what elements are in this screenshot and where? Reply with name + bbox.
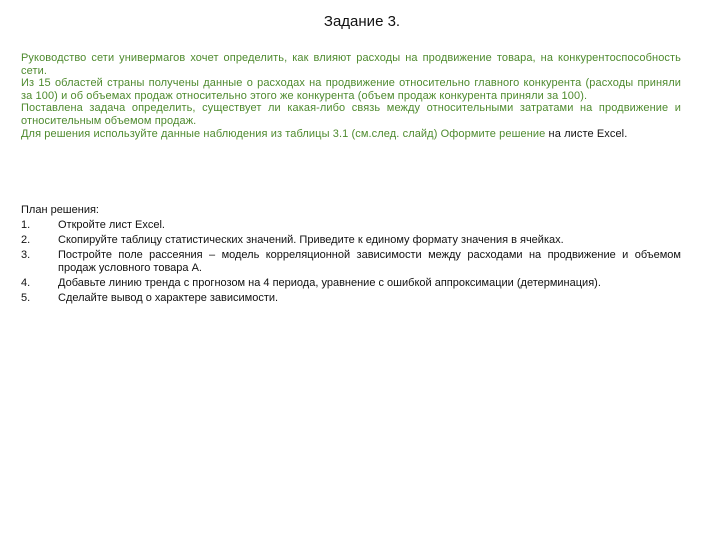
plan-heading: План решения:	[21, 204, 99, 216]
plan-item	[21, 277, 681, 290]
intro-paragraph-3: Поставлена задача определить, существует ли какая-либо связь между относительными затратами на продвижение и относительным объемом продаж.	[21, 102, 681, 127]
page-title: Задание 3.	[323, 13, 401, 30]
plan-item-number: 5.	[21, 291, 31, 304]
plan-item-text: Скопируйте таблицу статистических значений. Приведите к единому формату значения в ячейках.	[58, 233, 564, 246]
plan-item-text: Добавьте линию тренда с прогнозом на 4 периода, уравнение с ошибкой аппроксимации (детерминация).	[58, 276, 601, 289]
intro-paragraph-4-black: на листе Excel.	[548, 127, 628, 140]
plan-item	[21, 292, 681, 305]
plan-item-number: 1.	[21, 218, 31, 231]
plan-item-text: Постройте поле рассеяния – модель корреляционной зависимости между расходами на продвижение и объемом продаж условного товара А.	[58, 248, 681, 274]
solution-plan	[21, 204, 681, 304]
plan-item	[21, 219, 681, 232]
plan-item-number: 2.	[21, 233, 31, 246]
plan-item	[21, 249, 681, 274]
plan-list	[21, 219, 681, 304]
intro-paragraph-2: Из 15 областей страны получены данные о расходах на продвижение относительно главного конкурента (расходы приняли за 100) и об объемах продаж относительно этого же конкурента (объем продаж конкурента приняли за 100).	[21, 77, 681, 102]
intro-paragraph-4-green: Для решения используйте данные наблюдения из таблицы 3.1 (см.след. слайд) Оформите решение	[21, 127, 546, 140]
intro-paragraph-1: Руководство сети универмагов хочет определить, как влияют расходы на продвижение товара, на конкурентоспособность сети.	[21, 52, 681, 77]
intro-paragraph-4	[21, 128, 681, 141]
plan-item	[21, 234, 681, 247]
plan-item-text: Откройте лист Excel.	[58, 218, 165, 231]
plan-item-text: Сделайте вывод о характере зависимости.	[58, 291, 279, 304]
plan-item-number: 4.	[21, 276, 31, 289]
plan-item-number: 3.	[21, 248, 31, 261]
task-description	[21, 52, 681, 140]
